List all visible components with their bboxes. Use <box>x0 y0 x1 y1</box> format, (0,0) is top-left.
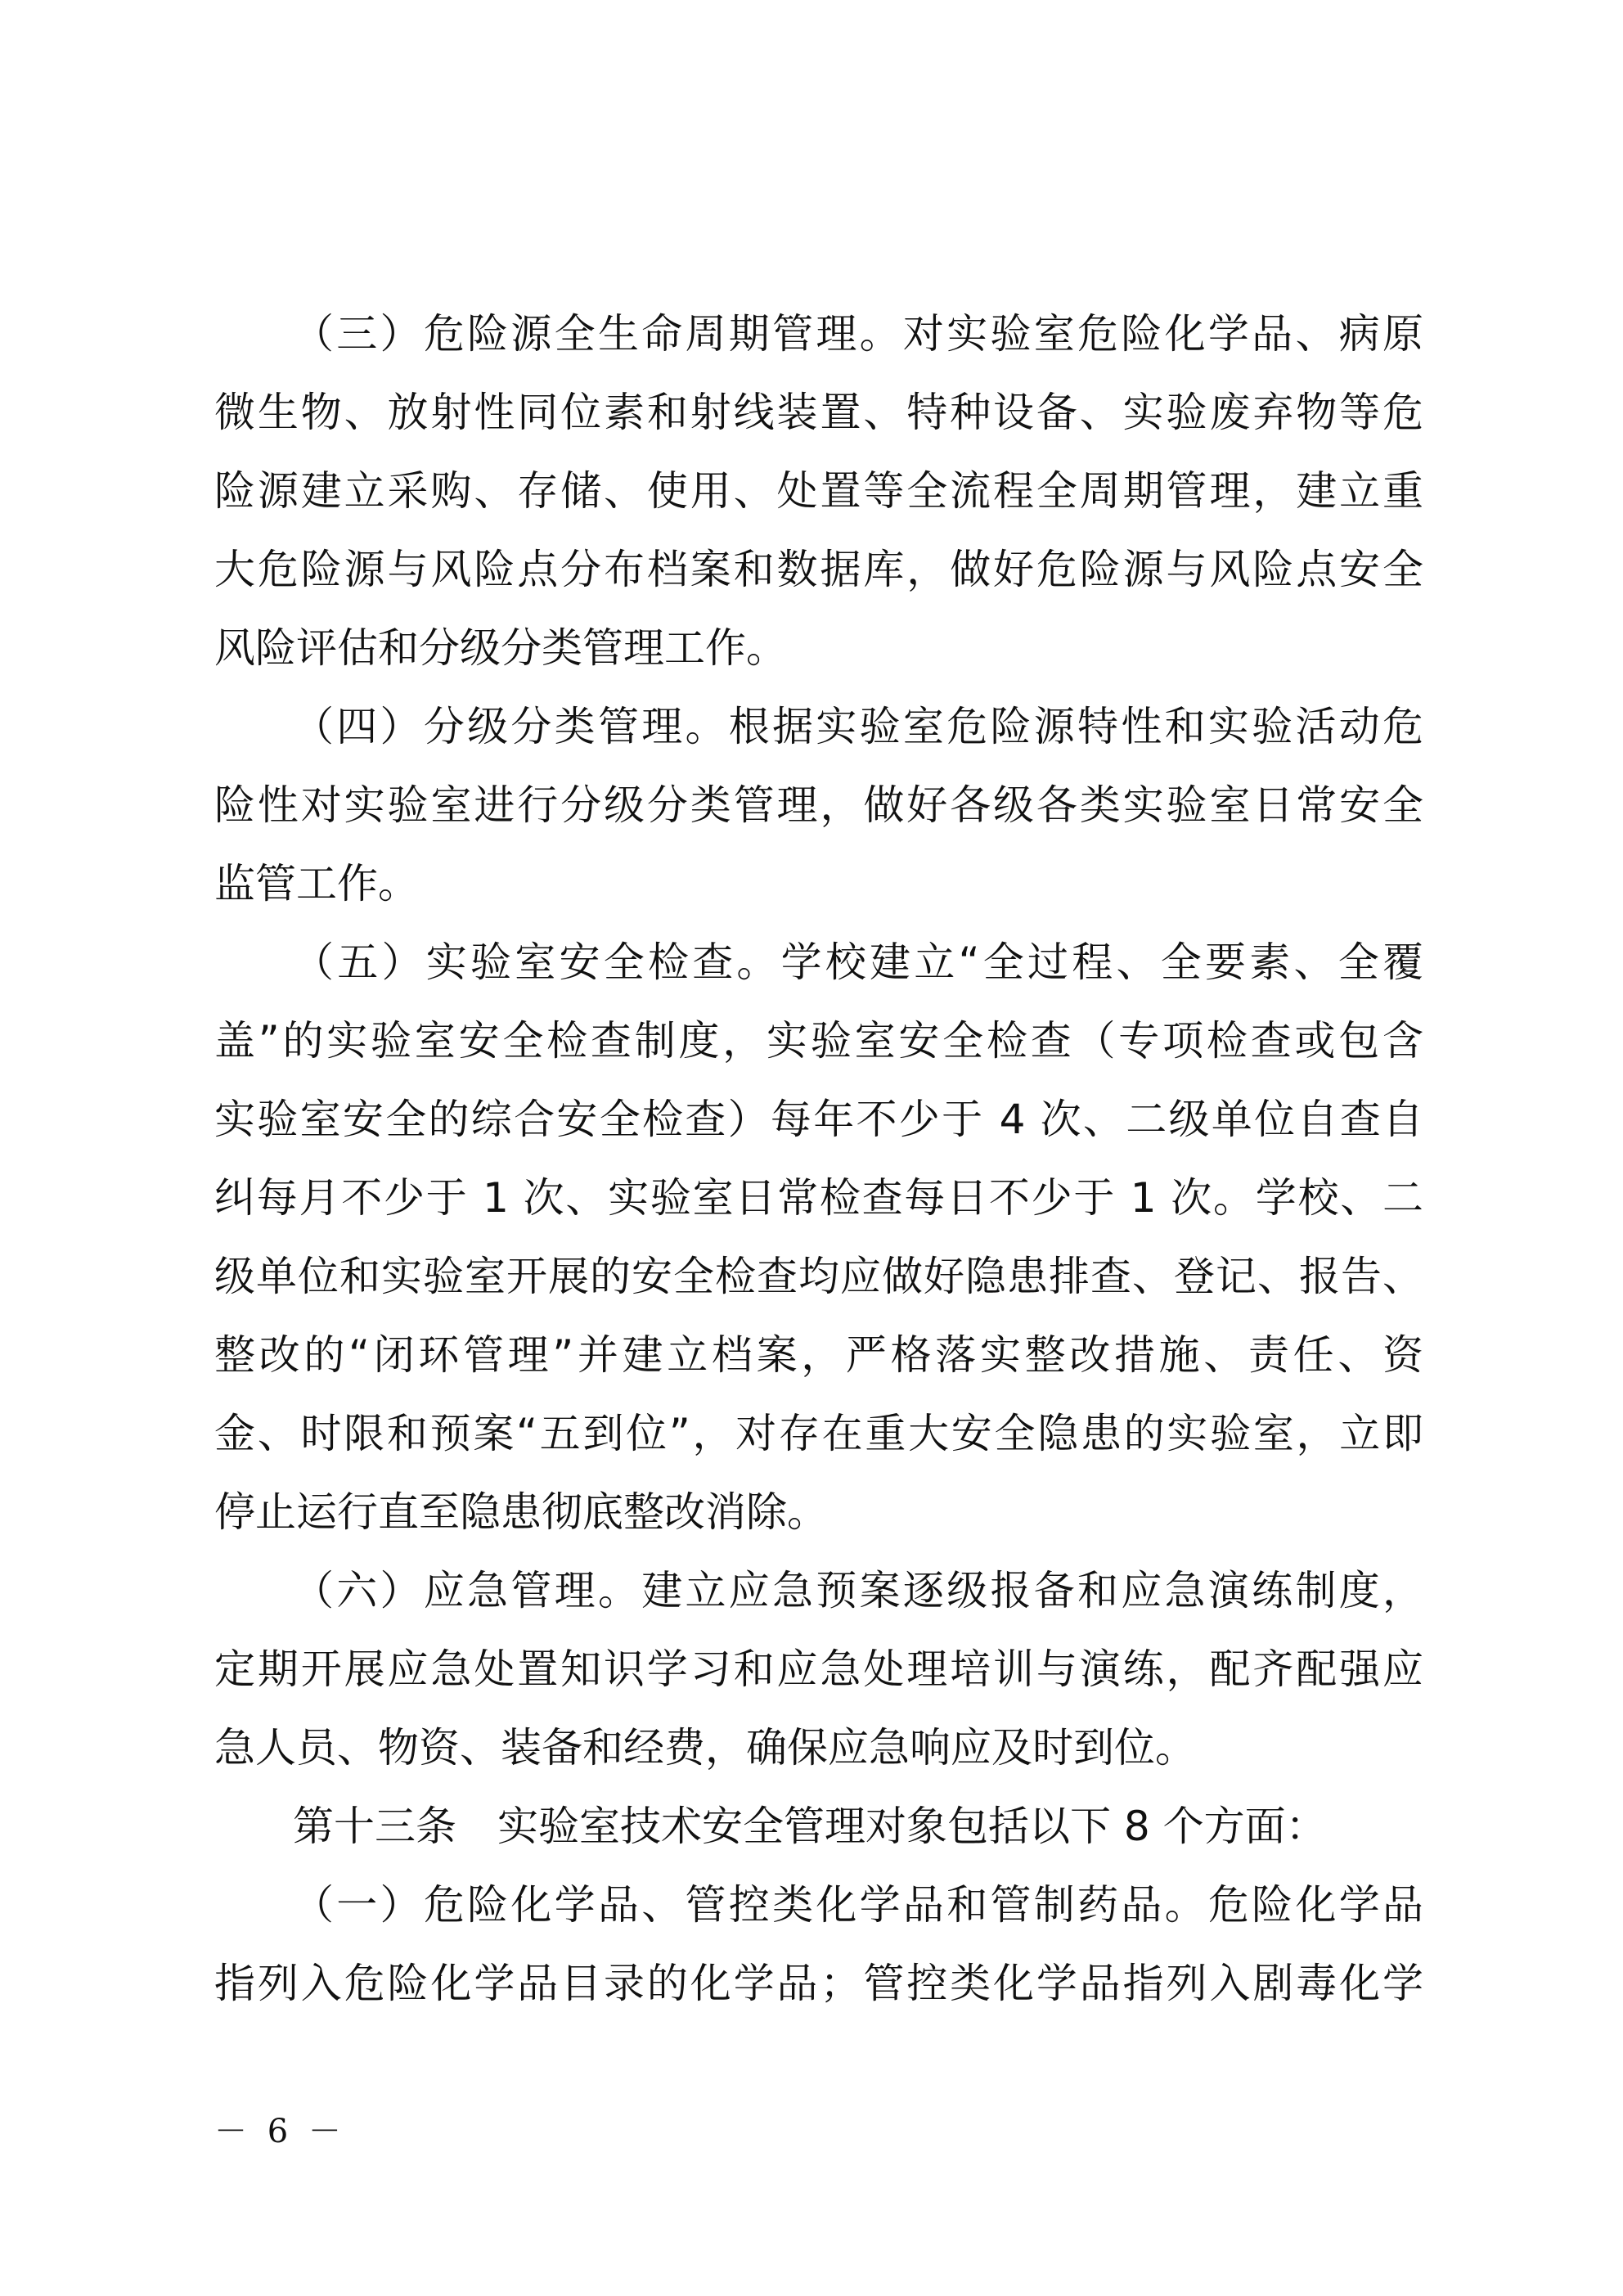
text-line: 监管工作。 <box>214 860 419 907</box>
text-line: 盖”的实验室安全检查制度，实验室安全检查（专项检查或包含 <box>214 1017 1423 1065</box>
text-line: 第十三条 实验室技术安全管理对象包括以下 8 个方面： <box>293 1803 1327 1850</box>
text-line: 微生物、放射性同位素和射线装置、特种设备、实验废弃物等危 <box>214 389 1423 436</box>
text-line: 险源建立采购、存储、使用、处置等全流程全周期管理，建立重 <box>214 467 1423 515</box>
text-line: 险性对实验室进行分级分类管理，做好各级各类实验室日常安全 <box>214 781 1423 829</box>
text-line: （三）危险源全生命周期管理。对实验室危险化学品、病原 <box>293 310 1423 358</box>
text-line: 停止运行直至隐患彻底整改消除。 <box>214 1488 828 1536</box>
text-line: 指列入危险化学品目录的化学品；管控类化学品指列入剧毒化学 <box>214 1960 1423 2007</box>
text-line: 定期开展应急处置知识学习和应急处理培训与演练，配齐配强应 <box>214 1645 1423 1693</box>
text-line: 实验室安全的综合安全检查）每年不少于 4 次、二级单位自查自 <box>214 1096 1423 1143</box>
text-line: 整改的“闭环管理”并建立档案，严格落实整改措施、责任、资 <box>214 1331 1423 1379</box>
text-line: 大危险源与风险点分布档案和数据库，做好危险源与风险点安全 <box>214 546 1423 593</box>
text-line: （四）分级分类管理。根据实验室危险源特性和实验活动危 <box>293 703 1423 750</box>
page-number: － 6 － <box>214 2113 346 2150</box>
text-line: （五）实验室安全检查。学校建立“全过程、全要素、全覆 <box>293 939 1423 986</box>
text-line: 纠每月不少于 1 次、实验室日常检查每日不少于 1 次。学校、二 <box>214 1174 1423 1222</box>
text-line: （六）应急管理。建立应急预案逐级报备和应急演练制度， <box>293 1567 1423 1614</box>
text-line: 风险评估和分级分类管理工作。 <box>214 624 787 672</box>
text-line: 急人员、物资、装备和经费，确保应急响应及时到位。 <box>214 1724 1196 1772</box>
text-line: （一）危险化学品、管控类化学品和管制药品。危险化学品 <box>293 1881 1423 1929</box>
text-line: 级单位和实验室开展的安全检查均应做好隐患排查、登记、报告、 <box>214 1253 1423 1300</box>
text-line: 金、时限和预案“五到位”，对存在重大安全隐患的实验室，立即 <box>214 1410 1423 1457</box>
document-body <box>214 295 1423 2023</box>
